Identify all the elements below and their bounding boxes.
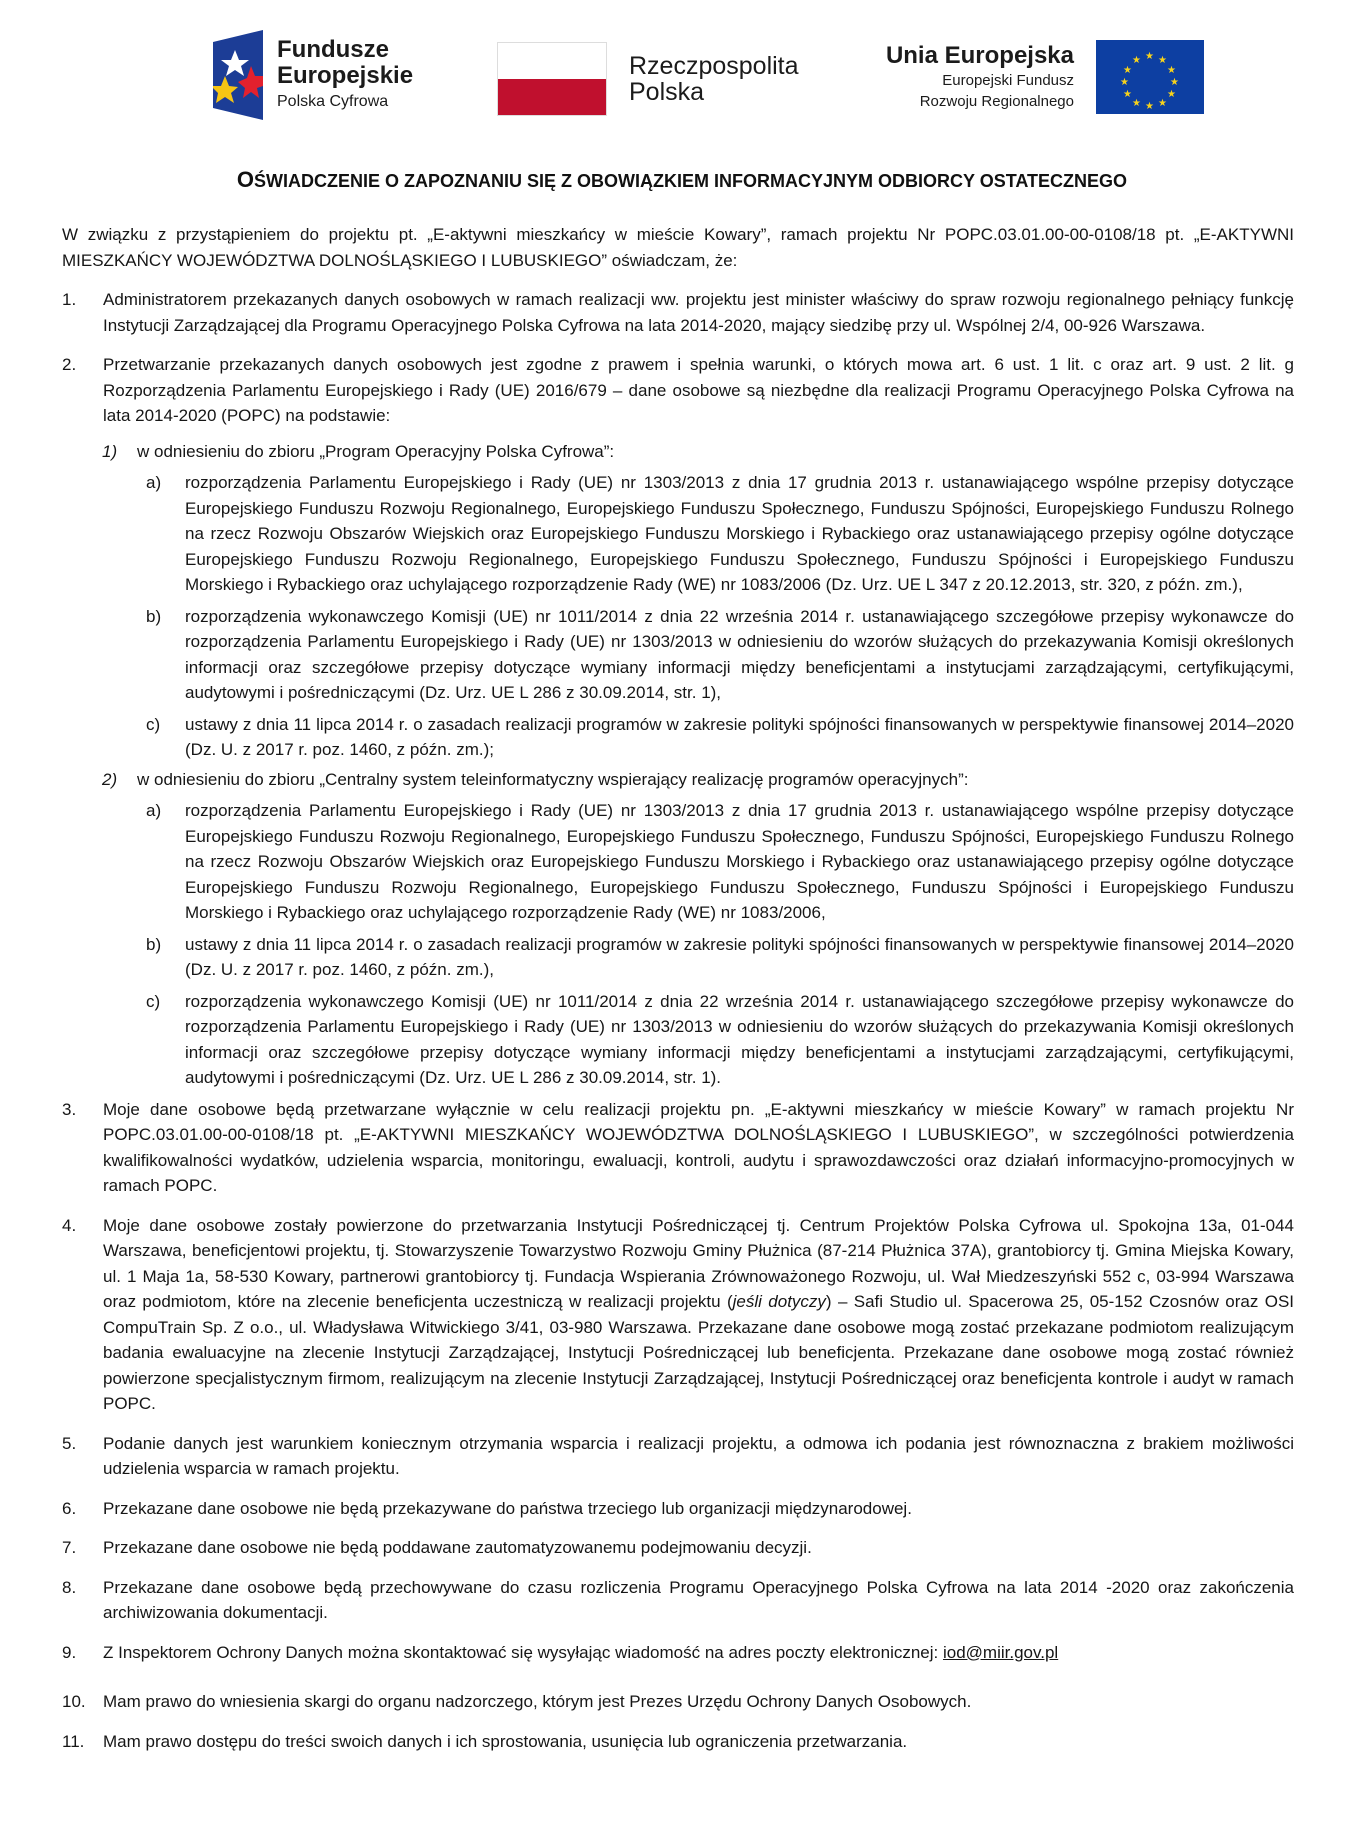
letter-item-2c: c) rozporządzenia wykonawczego Komisji (UE) nr 1011/2014 z dnia 22 września 2014 r. ustanawiającego szczegółowe przepisy wykonawcze do rozporządzenia Parlamentu Europejskiego i Rady (UE) nr 1303/2013 w odniesieniu do wzorów służących do przekazywania Komisji określonych informacji oraz szczegółowe przepisy dotyczące wymiany informacji między beneficjentami a instytucjami zarządzającymi, certyfikującymi, audytowymi i pośredniczącymi (Dz. Urz. UE L 286 z 30.09.2014, str. 1). [146,991,1294,1087]
polish-flag-icon [497,42,607,116]
logo-unia-europejska [886,40,1204,114]
list-item-6: 6. Przekazane dane osobowe nie będą przekazywane do państwa trzeciego lub organizacji międzynarodowej. [62,1498,912,1518]
list-item-4: 4. Moje dane osobowe zostały powierzone do przetwarzania Instytucji Pośredniczącej tj. Centrum Projektów Polska Cyfrowa ul. Spokojna 13a, 01-044 Warszawa, beneficjentowi projektu, tj. Stowarzyszenie Towarzystwo Rozwoju Gminy Płużnica (87-214 Płużnica 37A), grantobiorcy tj. Gmina Miejska Kowary, ul. 1 Maja 1a, 58-530 Kowary, partnerowi grantobiorcy tj. Fundacja Wspierania Zrównoważonego Rozwoju, ul. Wał Miedzeszyński 552 c, 03-994 Warszawa oraz podmiotom, które na zlecenie beneficjenta uczestniczą w realizacji projektu (jeśli dotyczy) – Safi Studio ul. Spacerowa 25, 05-152 Czosnów oraz OSI CompuTrain Sp. Z o.o., ul. Władysława Witwickiego 3/41, 03-980 Warszawa. Przekazane dane osobowe mogą zostać przekazane podmiotom realizującym badania ewaluacyjne na zlecenie Instytucji Zarządzającej, Instytucji Pośredniczącej lub beneficjenta. Przekazane dane osobowe mogą zostać również powierzone specjalistycznym firmom, realizującym na zlecenie Instytucji Zarządzającej, Instytucji Pośredniczącej oraz beneficjenta kontrole i audyt w ramach POPC. [62,1215,1295,1413]
sublist-item-2: 2) w odniesieniu do zbioru „Centralny system teleinformatyczny wspierający realizację programów operacyjnych”: [102,769,969,789]
eu-title: Unia Europejska [885,42,1074,69]
fe-subtitle: Polska Cyfrowa [277,93,389,110]
fe-title-line1: Fundusze [277,36,389,63]
letter-item-1b: b) rozporządzenia wykonawczego Komisji (UE) nr 1011/2014 z dnia 22 września 2014 r. ustanawiającego szczegółowe przepisy wykonawcze do rozporządzenia Parlamentu Europejskiego i Rady (UE) nr 1303/2013 w odniesieniu do wzorów służących do przekazywania Komisji określonych informacji oraz szczegółowe przepisy dotyczące wymiany informacji między beneficjentami a instytucjami zarządzającymi, certyfikującymi, audytowymi i pośredniczącymi (Dz. Urz. UE L 286 z 30.09.2014, str. 1), [146,606,1294,702]
rp-title-line1: Rzeczpospolita [629,52,799,80]
letter-item-2b: b) ustawy z dnia 11 lipca 2014 r. o zasadach realizacji programów w zakresie polityki spójności finansowanych w perspektywie finansowej 2014–2020 (Dz. U. z 2017 r. poz. 1460, z późn. zm.), [146,934,1294,979]
eu-fund-line2: Rozwoju Regionalnego [919,93,1074,110]
fe-title-line2: Europejskie [277,62,414,89]
list-item-11: 11. Mam prawo dostępu do treści swoich danych i ich sprostowania, usunięcia lub ograniczenia przetwarzania. [62,1731,908,1751]
list-item-3: 3. Moje dane osobowe będą przetwarzane wyłącznie w celu realizacji projektu pn. „E-aktywni mieszkańcy w mieście Kowary” w ramach projektu Nr POPC.03.01.00-00-0108/18 pt. „E-AKTYWNI MIESZKAŃCY WOJEWÓDZTWA DOLNOŚLĄSKIEGO I LUBUSKIEGO”, w szczególności potwierdzenia kwalifikowalności wydatków, udzielenia wsparcia, monitoringu, ewaluacji, kontroli, audytu i sprawozdawczości oraz działań informacyjno-promocyjnych w ramach POPC. [62,1099,1294,1195]
rp-title-line2: Polska [629,78,705,106]
letter-item-1a: a) rozporządzenia Parlamentu Europejskiego i Rady (UE) nr 1303/2013 z dnia 17 grudnia 2013 r. ustanawiającego wspólne przepisy dotyczące Europejskiego Funduszu Rozwoju Regionalnego, Europejskiego Funduszu Społecznego, Funduszu Spójności, Europejskiego Funduszu Rolnego na rzecz Rozwoju Obszarów Wiejskich oraz Europejskiego Funduszu Morskiego i Rybackiego oraz ustanawiającego przepisy ogólne dotyczące Europejskiego Funduszu Rozwoju Regionalnego, Europejskiego Funduszu Społecznego, Funduszu Spójności i Europejskiego Funduszu Morskiego i Rybackiego oraz uchylającego rozporządzenie Rady (WE) nr 1083/2006 (Dz. Urz. UE L 347 z 20.12.2013, str. 320, z późn. zm.), [146,473,1294,594]
list-item-8: 8. Przekazane dane osobowe będą przechowywane do czasu rozliczenia Programu Operacyjnego Polska Cyfrowa na lata 2014 -2020 oraz zakończenia archiwizowania dokumentacji. [62,1577,1294,1622]
list-item-2: 2. Przetwarzanie przekazanych danych osobowych jest zgodne z prawem i spełnia warunki, o których mowa art. 6 ust. 1 lit. c oraz art. 9 ust. 2 lit. g Rozporządzenia Parlamentu Europejskiego i Rady (UE) 2016/679 – dane osobowe są niezbędne dla realizacji Programu Operacyjnego Polska Cyfrowa na lata 2014-2020 (POPC) na podstawie: [62,355,1294,425]
sublist-item-1: 1) w odniesieniu do zbioru „Program Operacyjny Polska Cyfrowa”: [102,441,615,461]
logo-rzeczpospolita-polska [497,42,799,116]
email-link[interactable]: iod@miir.gov.pl [942,1642,1059,1662]
logo-fundusze-europejskie [213,30,413,120]
letter-item-1c: c) ustawy z dnia 11 lipca 2014 r. o zasadach realizacji programów w zakresie polityki spójności finansowanych w perspektywie finansowej 2014–2020 (Dz. U. z 2017 r. poz. 1460, z późn. zm.); [146,714,1294,759]
eu-flag-icon: ★ ★ ★ ★ ★ ★ ★ ★ ★ ★ ★ ★ [1096,40,1204,114]
list-item-5: 5. Podanie danych jest warunkiem koniecznym otrzymania wsparcia i realizacji projektu, a odmowa ich podania jest równoznaczna z brakiem możliwości udzielenia wsparcia w ramach projektu. [62,1433,1294,1478]
list-item-9: 9. Z Inspektorem Ochrony Danych można skontaktować się wysyłając wiadomość na adres poczty elektronicznej: iod@miir.gov.pl [62,1642,1059,1662]
logo-bar [0,30,1364,130]
list-item-7: 7. Przekazane dane osobowe nie będą poddawane zautomatyzowanemu podejmowaniu decyzji. [62,1538,812,1557]
letter-item-2a: a) rozporządzenia Parlamentu Europejskiego i Rady (UE) nr 1303/2013 z dnia 17 grudnia 2013 r. ustanawiającego wspólne przepisy dotyczące Europejskiego Funduszu Rozwoju Regionalnego, Europejskiego Funduszu Społecznego, Funduszu Spójności, Europejskiego Funduszu Rolnego na rzecz Rozwoju Obszarów Wiejskich oraz Europejskiego Funduszu Morskiego i Rybackiego oraz ustanawiającego przepisy ogólne dotyczące Europejskiego Funduszu Rozwoju Regionalnego, Europejskiego Funduszu Społecznego, Funduszu Spójności i Europejskiego Funduszu Morskiego i Rybackiego oraz uchylającego rozporządzenie Rady (WE) nr 1083/2006, [146,801,1294,922]
eu-fund-line1: Europejski Fundusz [942,72,1074,89]
intro-paragraph: W związku z przystąpieniem do projektu pt. „E-aktywni mieszkańcy w mieście Kowary”, ramach projektu Nr POPC.03.01.00-00-0108/18 pt. „E-AKTYWNI MIESZKAŃCY WOJEWÓDZTWA DOLNOŚLĄSKIEGO I LUBUSKIEGO” oświadczam, że: [62,225,1294,270]
list-item-1: 1. Administratorem przekazanych danych osobowych w ramach realizacji ww. projektu jest minister właściwy do spraw rozwoju regionalnego pełniący funkcję Instytucji Zarządzającej dla Programu Operacyjnego Polska Cyfrowa na lata 2014-2020, mający siedzibę przy ul. Wspólnej 2/4, 00-926 Warszawa. [62,290,1294,335]
list-item-10: 10. Mam prawo do wniesienia skargi do organu nadzorczego, którym jest Prezes Urzędu Ochrony Danych Osobowych. [62,1692,972,1711]
document-body [62,222,1294,1768]
fundusze-europejskie-icon [213,30,263,120]
document-title: OŚWIADCZENIE O ZAPOZNANIU SIĘ Z OBOWIĄZKIEM INFORMACYJNYM ODBIORCY OSTATECZNEGO [236,167,1128,192]
